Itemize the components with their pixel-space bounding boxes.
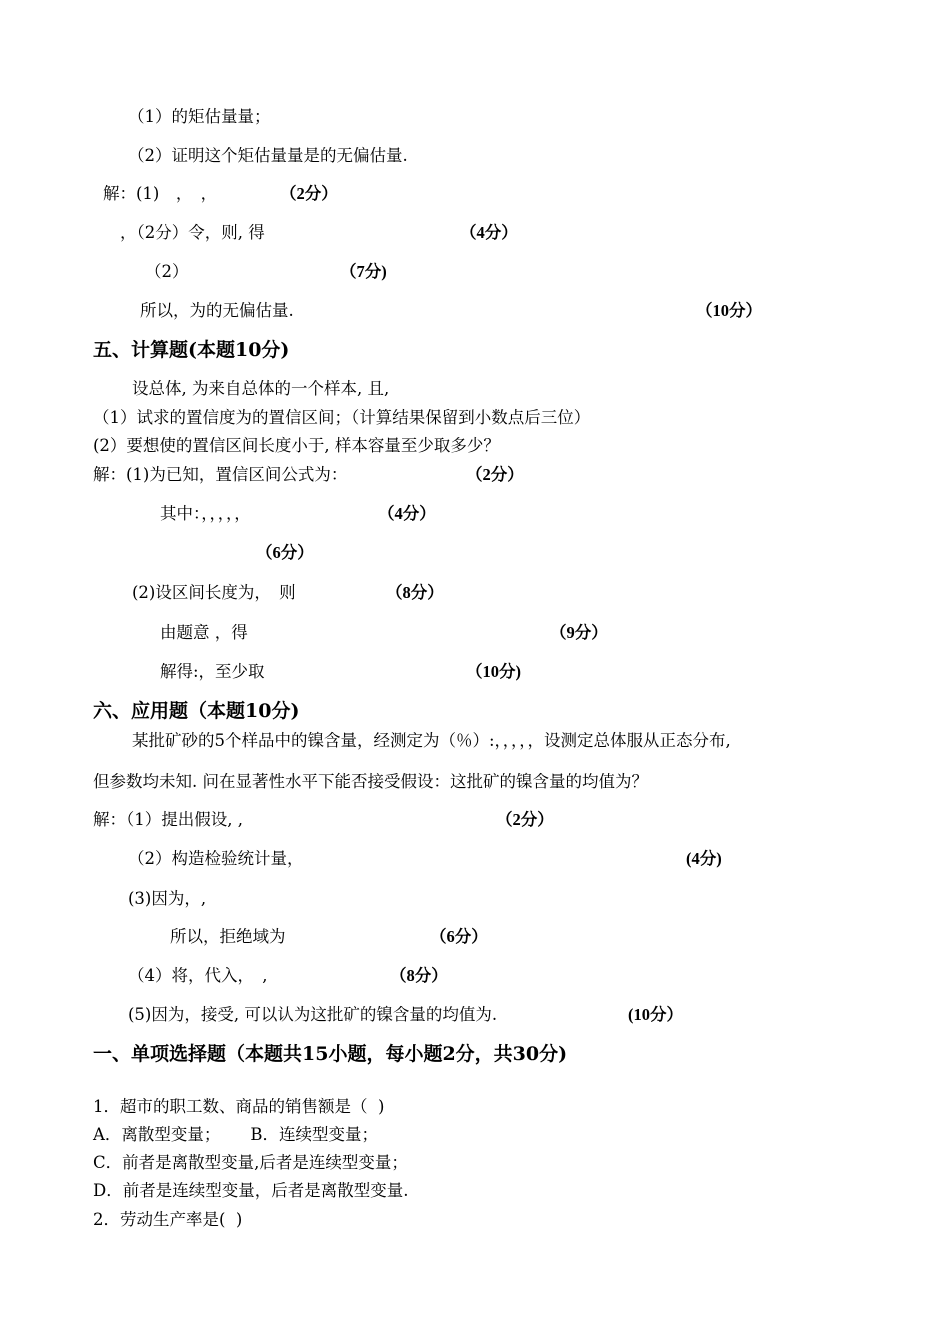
score-8: （8分） [386,583,444,602]
score-10: （10分） [696,301,762,320]
conclusion-step: (5)因为，接受, 可以认为这批矿的镍含量的均值为. [128,1005,498,1024]
question-2: (2）要想使的置信区间长度小于, 样本容量至少取多少？ [93,436,500,455]
solution-conclusion: 所以，为的无偏估量. [140,301,294,320]
because-step: (3)因为，, [128,889,207,908]
score-10c: (10分） [628,1005,683,1024]
section-heading-5: 五、计算题(本题10分) [93,339,290,361]
score-8c: （8分） [390,966,448,985]
score-2b: （2分） [466,465,524,484]
mc-option-ab: A．离散型变量； B．连续型变量； [93,1125,379,1144]
application-statement-2: 但参数均未知. 问在显著性水平下能否接受假设：这批矿的镍含量的均值为？ [93,772,648,791]
mc-option-c: C．前者是离散型变量,后者是连续型变量； [93,1153,408,1172]
statistic-step: （2）构造检验统计量， [128,849,304,868]
mc-question-2: 2．劳动生产率是( ) [93,1210,243,1229]
score-9: （9分） [550,623,608,642]
solution-result: 解得:，至少取 [160,662,265,681]
score-6c: （6分） [430,927,488,946]
section-heading-1: 一、单项选择题（本题共15小题，每小题2分，共30分) [93,1043,568,1065]
score-7: （7分) [340,262,387,281]
solution-line-1: 解：(1) ， ， [103,184,218,203]
application-statement-1: 某批矿砂的5个样品中的镍含量，经测定为（％）:，，，，，设测定总体服从正态分布, [132,731,731,750]
solution-line-3: （2） [145,262,189,281]
score-2: （2分） [280,184,338,203]
line-prove-unbiased: （2）证明这个矩估量量是的无偏估量. [128,146,408,165]
score-4: （4分） [460,223,518,242]
score-2c: （2分） [496,810,554,829]
section-heading-6: 六、应用题（本题10分) [93,700,300,722]
hypothesis-step: 解：（1）提出假设, , [93,810,243,829]
solution-where: 其中：，，，，， [160,504,251,523]
score-6: （6分） [256,543,314,562]
problem-statement: 设总体, 为来自总体的一个样本, 且, [132,379,390,398]
solution-line-2: ，（2分）令，则, 得 [120,223,265,242]
score-10b: （10分) [466,662,521,681]
score-4c: (4分) [686,849,722,868]
solution-interval-length: (2)设区间长度为， 则 [132,583,296,602]
solution-intro: 解：(1)为已知，置信区间公式为： [93,465,348,484]
score-4b: （4分） [378,504,436,523]
rejection-region: 所以，拒绝域为 [170,927,286,946]
line-moment-estimator: （1）的矩估量量； [128,107,271,126]
substitute-step: （4）将，代入， , [128,966,268,985]
question-1: （1）试求的置信度为的置信区间；（计算结果保留到小数点后三位） [93,408,591,427]
solution-by-condition: 由题意 ，得 [160,623,248,642]
mc-question-1: 1．超市的职工数、商品的销售额是（ ) [93,1097,385,1116]
mc-option-d: D．前者是连续型变量，后者是离散型变量. [93,1181,409,1200]
